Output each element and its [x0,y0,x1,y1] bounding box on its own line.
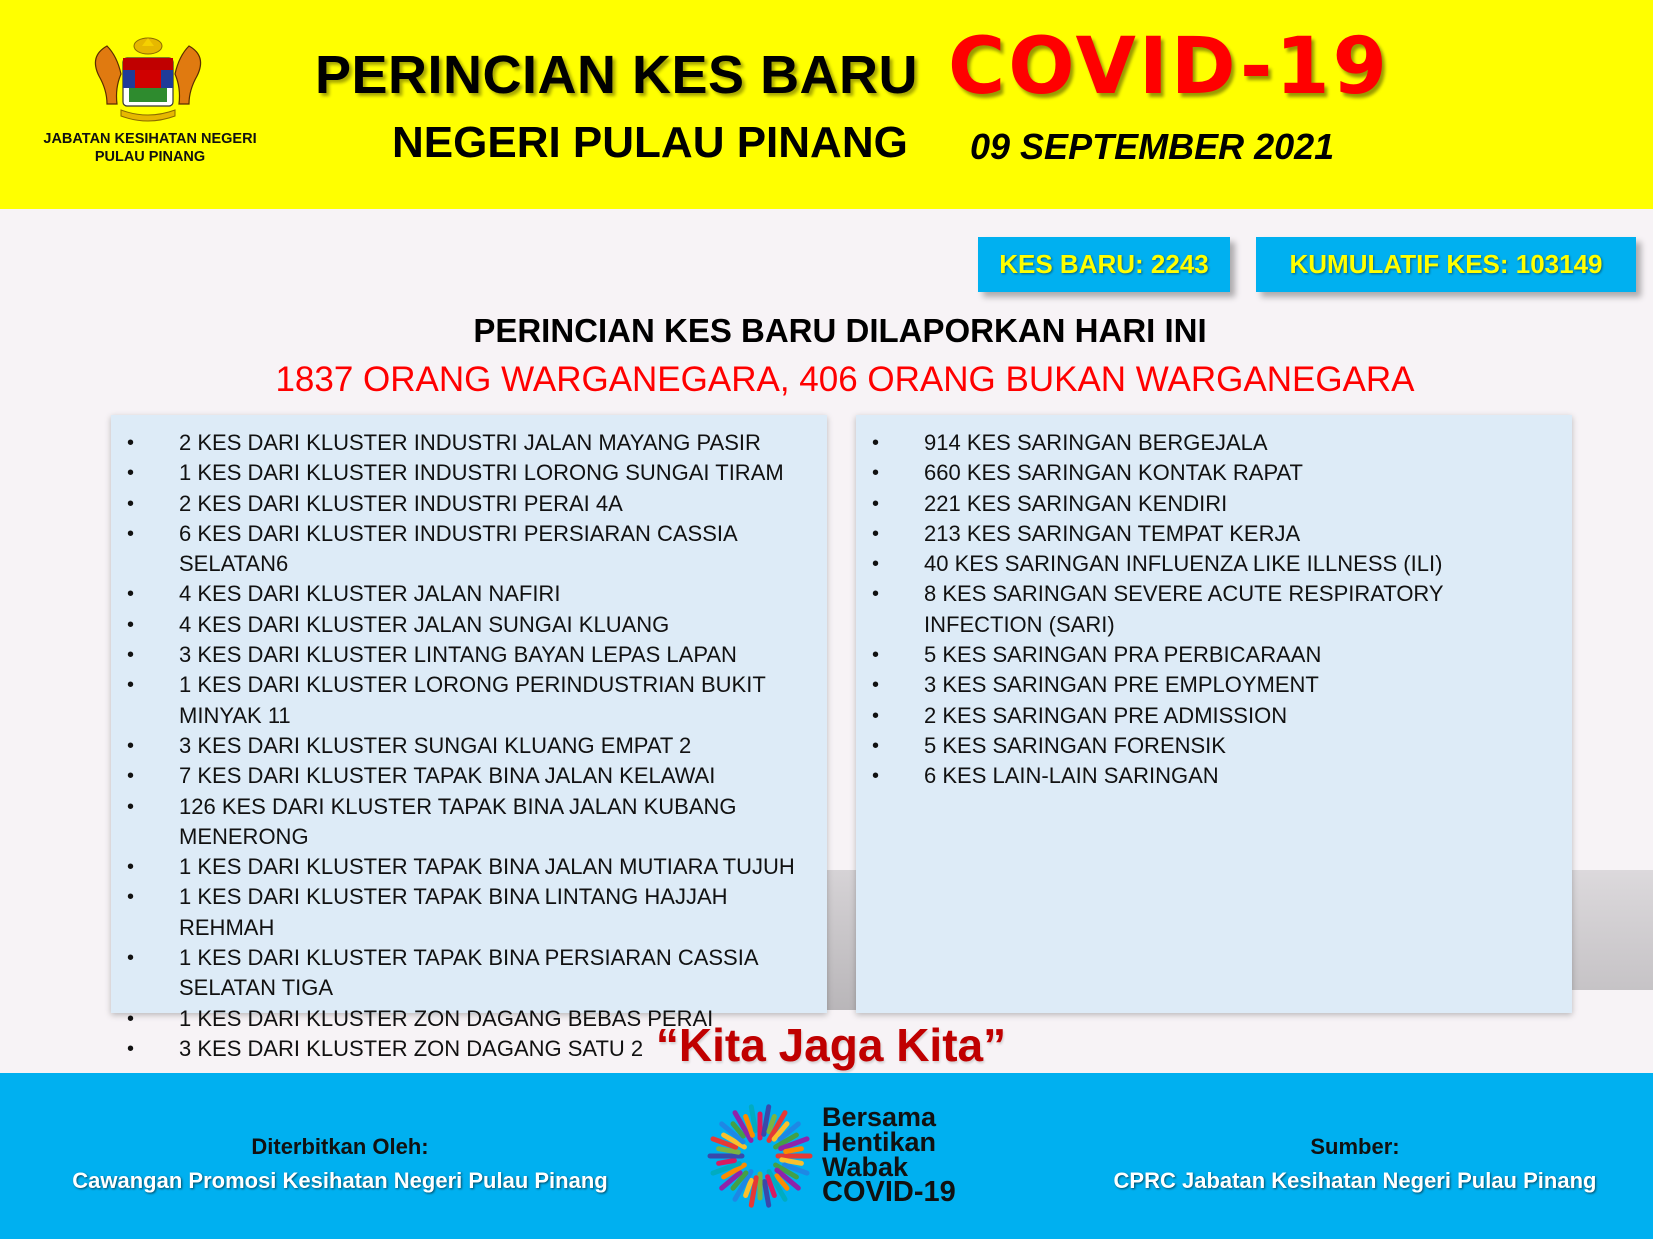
citizenship-breakdown: 1837 ORANG WARGANEGARA, 406 ORANG BUKAN WARGANEGARA [275,360,1415,399]
burst-ray [786,1149,802,1152]
list-item [856,489,1572,519]
list-item-text: 1 KES DARI KLUSTER TAPAK BINA PERSIARAN CASSIA SELATAN TIGA [179,945,758,1001]
list-item [111,458,827,488]
covid-title: COVID-19 [948,22,1390,112]
list-item [856,458,1572,488]
list-item-text: 6 KES DARI KLUSTER INDUSTRI PERSIARAN CASSIA SELATAN6 [179,520,737,577]
source-info [1090,1130,1620,1198]
bullet-icon: • [127,522,135,545]
panel-shadow [1560,870,1653,990]
bullet-icon: • [872,553,880,576]
bullet-icon: • [127,583,135,606]
department-name-line2: PULAU PINANG [94,149,206,165]
list-item [856,519,1572,549]
bullet-icon: • [127,765,135,788]
list-item-text: 914 KES SARINGAN BERGEJALA [924,430,1268,455]
publisher-name: Cawangan Promosi Kesihatan Negeri Pulau Pinang [72,1168,608,1193]
state-title: NEGERI PULAU PINANG [392,118,908,167]
list-item-text: 1 KES DARI KLUSTER LORONG PERINDUSTRIAN BUKIT MINYAK 11 [179,672,766,728]
page-title: PERINCIAN KES BARU [315,45,919,105]
list-item-text: 3 KES DARI KLUSTER SUNGAI KLUANG EMPAT 2 [179,732,692,758]
list-item-text: 1 KES DARI KLUSTER TAPAK BINA LINTANG HAJJAH REHMAH [179,884,728,940]
bullet-icon: • [127,947,135,970]
bullet-icon: • [127,1007,135,1030]
campaign-line: Bersama [822,1102,937,1132]
list-item [111,852,827,882]
bullet-icon: • [127,1037,135,1060]
list-item [856,579,1572,640]
list-item-text: 2 KES DARI KLUSTER INDUSTRI PERAI 4A [179,490,623,516]
list-item-text: 221 KES SARINGAN KENDIRI [924,490,1228,516]
campaign-slogan [822,1102,956,1208]
bullet-icon: • [127,644,135,667]
list-item-text: 1 KES DARI KLUSTER TAPAK BINA JALAN MUTIARA TUJUH [179,854,795,880]
screening-list-panel [856,415,1572,1013]
list-item-text: 5 KES SARINGAN PRA PERBICARAAN [924,642,1322,668]
list-item [856,428,1572,458]
bullet-icon: • [127,795,135,818]
list-item [111,610,827,640]
list-item [111,882,827,943]
section-heading: PERINCIAN KES BARU DILAPORKAN HARI INI [473,312,1207,349]
list-item [111,943,827,1004]
bullet-icon: • [127,462,135,485]
burst-ray [719,1161,735,1164]
list-item-text: 7 KES DARI KLUSTER TAPAK BINA JALAN KELAWAI [179,763,716,789]
bullet-icon: • [872,704,880,727]
list-item-text: 4 KES DARI KLUSTER JALAN NAFIRI [179,581,561,607]
department-name [20,130,280,166]
list-item [856,761,1572,791]
list-item [856,670,1572,700]
bullet-icon: • [872,674,880,697]
campaign-line: COVID-19 [822,1176,956,1208]
list-item [856,640,1572,670]
list-item-text: 6 KES LAIN-LAIN SARINGAN [924,763,1219,789]
screening-list [856,415,1572,792]
list-item [111,519,827,580]
coat-of-arms-icon [85,36,211,124]
list-item [856,731,1572,761]
bullet-icon: • [872,765,880,788]
list-item [111,489,827,519]
bullet-icon: • [872,644,880,667]
bullet-icon: • [872,432,880,454]
list-item-text: 126 KES DARI KLUSTER TAPAK BINA JALAN KUBANG MENERONG [179,793,737,849]
publisher-info [40,1130,640,1198]
bullet-icon: • [127,492,135,515]
publisher-label: Diterbitkan Oleh: [251,1134,429,1159]
campaign-burst-icon [700,1096,820,1216]
list-item [111,731,827,761]
list-item [111,670,827,731]
source-name: CPRC Jabatan Kesihatan Negeri Pulau Pinang [1113,1168,1597,1193]
department-name-line1: JABATAN KESIHATAN NEGERI [43,131,257,147]
bullet-icon: • [127,734,135,757]
bullet-icon: • [127,674,135,697]
list-item-text: 4 KES DARI KLUSTER JALAN SUNGAI KLUANG [179,611,670,637]
new-cases-badge: KES BARU: 2243 [978,237,1230,292]
bullet-icon: • [872,734,880,757]
bullet-icon: • [872,462,880,485]
bullet-icon: • [872,492,880,515]
list-item-text: 3 KES SARINGAN PRE EMPLOYMENT [924,672,1319,698]
list-item [856,701,1572,731]
list-item [111,761,827,791]
list-item-text: 2 KES DARI KLUSTER INDUSTRI JALAN MAYANG PASIR [179,430,761,455]
source-label: Sumber: [1310,1134,1400,1159]
list-item-text: 3 KES DARI KLUSTER LINTANG BAYAN LEPAS LAPAN [179,642,737,668]
list-item-text: 8 KES SARINGAN SEVERE ACUTE RESPIRATORY INFECTION (SARI) [924,581,1444,637]
list-item [111,428,827,458]
cluster-list-panel [111,415,827,1061]
list-item-text: 5 KES SARINGAN FORENSIK [924,732,1226,758]
list-item-text: 1 KES DARI KLUSTER INDUSTRI LORONG SUNGAI TIRAM [179,460,784,486]
list-item [856,549,1572,579]
campaign-line: Hentikan [822,1127,937,1157]
bullet-icon: • [127,886,135,909]
list-item-text: 40 KES SARINGAN INFLUENZA LIKE ILLNESS (ILI) [924,551,1443,577]
report-date: 09 SEPTEMBER 2021 [970,126,1335,167]
bullet-icon: • [872,583,880,606]
campaign-line: Wabak [822,1152,909,1182]
list-item-text: 213 KES SARINGAN TEMPAT KERJA [924,520,1301,546]
list-item-text: 660 KES SARINGAN KONTAK RAPAT [924,460,1303,486]
list-item [111,579,827,609]
bullet-icon: • [872,522,880,545]
list-item-text: 1 KES DARI KLUSTER ZON DAGANG BEBAS PERAI [179,1005,714,1031]
bullet-icon: • [127,856,135,879]
cumulative-cases-badge: KUMULATIF KES: 103149 [1256,237,1636,292]
cluster-list [111,415,827,1064]
list-item [111,640,827,670]
list-item-text: 2 KES SARINGAN PRE ADMISSION [924,702,1288,728]
list-item-text: 3 KES DARI KLUSTER ZON DAGANG SATU 2 [179,1035,644,1061]
bullet-icon: • [127,432,135,454]
list-item [111,792,827,853]
slogan: “Kita Jaga Kita” [655,1019,1007,1071]
bullet-icon: • [127,613,135,636]
